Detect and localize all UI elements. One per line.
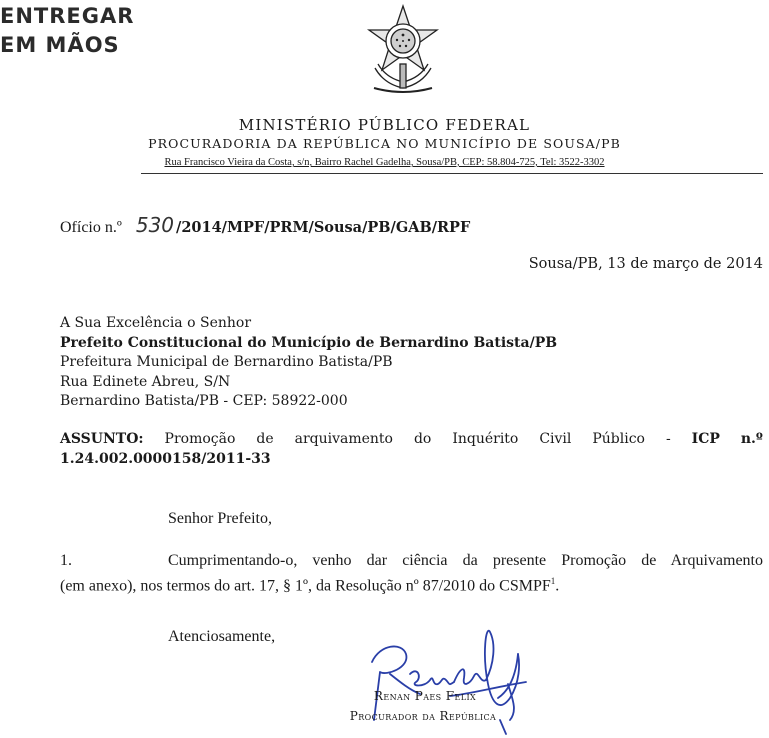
recipient-salutation: A Sua Excelência o Senhor <box>60 315 252 331</box>
subject-case-number: 1.24.002.0000158/2011-33 <box>60 451 271 467</box>
recipient-city: Bernardino Batista/PB - CEP: 58922-000 <box>60 393 348 409</box>
stamp-line-2: EM MÃOS <box>0 33 120 57</box>
subject-word: n.º <box>740 431 763 447</box>
paragraph-line-1: Cumprimentando-o, venho dar ciência da presente Promoção de Arquivamento <box>168 552 763 569</box>
paragraph-number: 1. <box>60 552 72 569</box>
subject-label: ASSUNTO: <box>60 431 144 447</box>
delivery-stamp <box>0 2 134 60</box>
subject-word: - <box>665 431 671 447</box>
paragraph-line-2: (em anexo), nos termos do art. 17, § 1º, da Resolução nº 87/2010 do CSMPF <box>60 577 551 595</box>
paragraph-end: . <box>555 577 560 595</box>
signer-role: Procurador da República <box>349 709 497 723</box>
oficio-prefix: Ofício n.º <box>60 219 122 236</box>
coat-of-arms-icon <box>366 4 440 96</box>
body-paragraph <box>60 550 763 596</box>
closing: Atenciosamente, <box>168 628 276 645</box>
subject-word: do <box>413 431 432 447</box>
subject-word: ICP <box>691 431 720 447</box>
recipient-title: Prefeito Constitucional do Município de Bernardino Batista/PB <box>60 334 558 351</box>
recipient-org: Prefeitura Municipal de Bernardino Batista/PB <box>60 354 393 370</box>
subject-word: Público <box>592 431 645 447</box>
subject-block <box>60 429 763 469</box>
oficio-reference <box>60 213 470 237</box>
stamp-line-1: ENTREGAR <box>0 4 135 28</box>
signer-name: Renan Paes Felix <box>373 689 477 703</box>
subject-word: Promoção <box>164 431 236 447</box>
header-rule <box>141 173 763 174</box>
office-address: Rua Francisco Vieira da Costa, s/n, Bairro Rachel Gadelha, Sousa/PB, CEP: 58.804-725, Tel: 3522-3302 <box>164 157 605 168</box>
greeting: Senhor Prefeito, <box>168 510 272 527</box>
subject-word: arquivamento <box>294 431 393 447</box>
recipient-block <box>60 314 557 412</box>
subject-word: Inquérito <box>452 431 519 447</box>
recipient-street: Rua Edinete Abreu, S/N <box>60 373 231 390</box>
office-heading: PROCURADORIA DA REPÚBLICA NO MUNICÍPIO DE SOUSA/PB <box>148 136 621 151</box>
oficio-code: /2014/MPF/PRM/Sousa/PB/GAB/RPF <box>176 219 471 236</box>
subject-word: Civil <box>539 431 572 447</box>
ministry-heading: MINISTÉRIO PÚBLICO FEDERAL <box>238 116 531 134</box>
document-date: Sousa/PB, 13 de março de 2014 <box>528 256 763 272</box>
subject-word: de <box>256 431 274 447</box>
oficio-number: 530 <box>135 213 175 237</box>
footnote-marker: 1 <box>550 576 556 586</box>
